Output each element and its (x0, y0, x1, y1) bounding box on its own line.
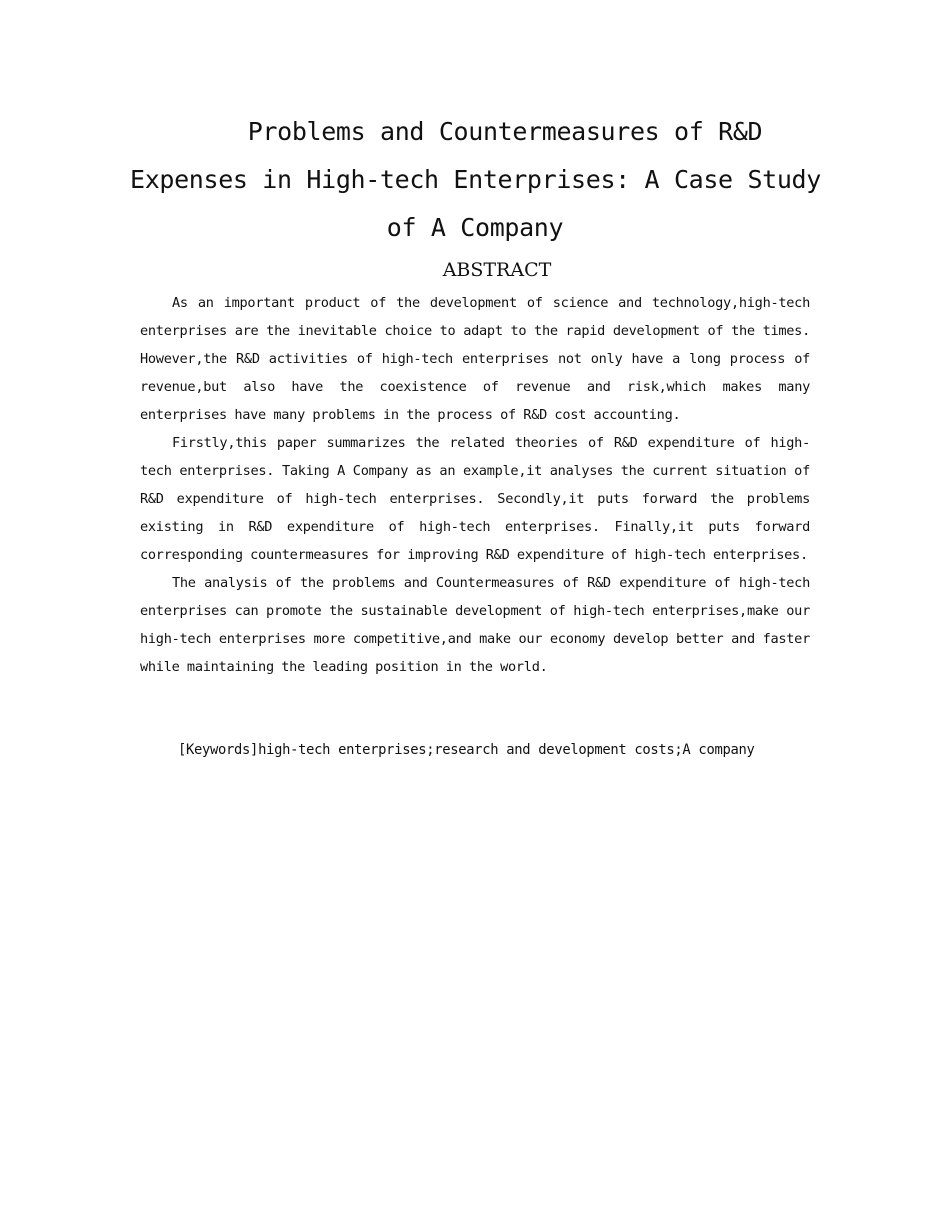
title-line-3: of A Company (386, 213, 564, 242)
paper-title (130, 108, 820, 252)
keywords-text: high-tech enterprises;research and development costs;A company (258, 742, 755, 758)
title-line-2: Expenses in High-tech Enterprises: A Case Study (130, 165, 821, 194)
title-line-1: Problems and Countermeasures of R&D (247, 117, 763, 146)
abstract-paragraph-1: As an important product of the development of science and technology,high-tech enterprises are the inevitable choice to adapt to the rapid development of the times. However,the R&D activities of high-tech enterprises not only have a long process of revenue,but also have the coexistence of revenue and risk,which makes many enterprises have many problems in the process of R&D cost accounting. (140, 295, 810, 423)
keywords-line (178, 736, 818, 764)
abstract-body (140, 289, 810, 681)
keywords-label: [Keywords] (178, 742, 259, 758)
abstract-paragraph-2: Firstly,this paper summarizes the related theories of R&D expenditure of high-tech enterprises. Taking A Company as an example,it analyses the current situation of R&D expenditure of high-tech enterprises. Secondly,it puts forward the problems existing in R&D expenditure of high-tech enterprises. Finally,it puts forward corresponding countermeasures for improving R&D expenditure of high-tech enterprises. (140, 435, 810, 563)
abstract-heading: ABSTRACT (442, 259, 552, 281)
abstract-paragraph-3: The analysis of the problems and Countermeasures of R&D expenditure of high-tech enterprises can promote the sustainable development of high-tech enterprises,make our high-tech enterprises more competitive,and make our economy develop better and faster while maintaining the leading position in the world. (140, 575, 810, 675)
